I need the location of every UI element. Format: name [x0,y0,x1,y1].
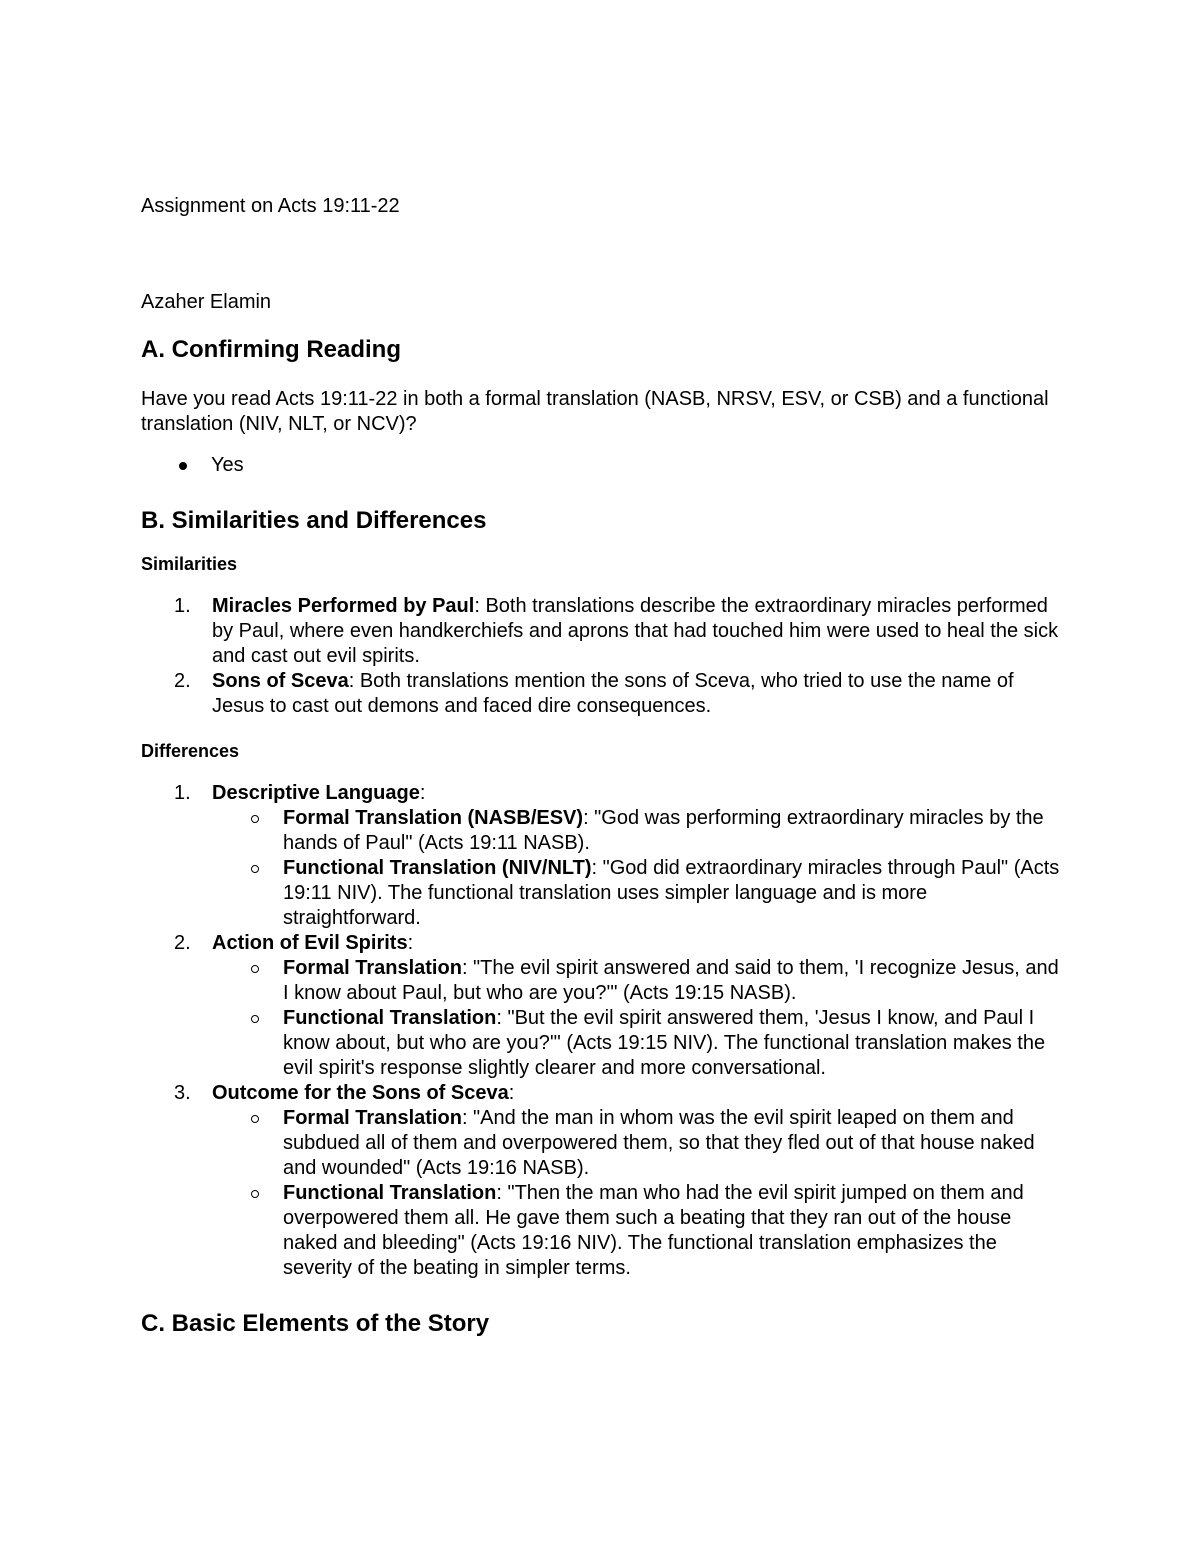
sub-list [212,806,1061,931]
sub-list [212,1106,1061,1281]
circle-bullet-icon [251,1015,259,1023]
similarities-heading: Similarities [141,554,238,574]
circle-bullet-icon [251,965,259,973]
sub-item-label: Functional Translation [283,1007,497,1029]
circle-bullet-icon [251,815,259,823]
item-label: Descriptive Language [212,782,420,804]
section-b-heading: B. Similarities and Differences [141,507,487,534]
sub-item-text: : "Then the man who had the evil spirit jumped on them and overpowered them all. He gave them such a beating that they ran out of the house naked and bleeding" (Acts 19:16 NIV). The functional translation emphasizes the severity of the beating in simpler terms. [283,1182,1024,1279]
sub-list-item [212,1106,1061,1181]
item-text: : Both translations describe the extraordinary miracles performed by Paul, where even handkerchiefs and aprons that had touched him were used to heal the sick and cast out evil spirits. [212,595,1059,667]
answer-list [141,453,1061,478]
item-label: Action of Evil Spirits [212,932,408,954]
list-item [141,1081,1061,1281]
sub-item-text: : "The evil spirit answered and said to them, 'I recognize Jesus, and I know about Paul, but who are you?'" (Acts 19:15 NASB). [283,957,1059,1004]
sub-list [212,956,1061,1081]
list-item [141,781,1061,931]
document-title: Assignment on Acts 19:11-22 [141,195,400,217]
differences-list [141,781,1061,1281]
list-number: 1. [174,595,191,617]
sub-list-item [212,1181,1061,1281]
list-item [141,669,1061,719]
section-a-heading: A. Confirming Reading [141,336,401,363]
item-suffix: : [508,1082,515,1104]
sub-list-item [212,956,1061,1006]
sub-item-text: : "But the evil spirit answered them, 'Jesus I know, and Paul I know about, but who are you?'" (Acts 19:15 NIV). The functional translation makes the evil spirit's response slightly clearer and more conversational. [283,1007,1046,1079]
sub-item-label: Formal Translation [283,957,462,979]
document-page [141,193,1061,1339]
circle-bullet-icon [251,865,259,873]
sub-list-item [212,856,1061,931]
circle-bullet-icon [251,1115,259,1123]
list-number: 2. [174,670,191,692]
sub-item-label: Formal Translation (NASB/ESV) [283,807,584,829]
list-number: 3. [174,1082,191,1104]
item-text: : Both translations mention the sons of Sceva, who tried to use the name of Jesus to cast out demons and faced dire consequences. [212,670,1014,717]
item-label: Miracles Performed by Paul [212,595,475,617]
author-name: Azaher Elamin [141,291,272,313]
item-suffix: : [407,932,414,954]
list-item [141,594,1061,669]
differences-heading: Differences [141,741,240,761]
item-label: Outcome for the Sons of Sceva [212,1082,509,1104]
sub-list-item [212,1006,1061,1081]
circle-bullet-icon [251,1190,259,1198]
sub-item-label: Formal Translation [283,1107,462,1129]
item-suffix: : [419,782,426,804]
sub-item-label: Functional Translation [283,1182,497,1204]
sub-item-text: : "And the man in whom was the evil spirit leaped on them and subdued all of them and overpowered them, so that they fled out of that house naked and wounded" (Acts 19:16 NASB). [283,1107,1035,1179]
section-a-question: Have you read Acts 19:11-22 in both a formal translation (NASB, NRSV, ESV, or CSB) and a functional translation (NIV, NLT, or NCV)? [141,388,1049,435]
item-label: Sons of Sceva [212,670,349,692]
list-item [141,453,1061,478]
list-number: 2. [174,932,191,954]
list-item [141,931,1061,1081]
sub-item-label: Functional Translation (NIV/NLT) [283,857,592,879]
sub-item-text: : "God did extraordinary miracles through Paul" (Acts 19:11 NIV). The functional translation uses simpler language and is more straightforward. [283,857,1060,929]
section-c-heading: C. Basic Elements of the Story [141,1310,490,1337]
sub-list-item [212,806,1061,856]
answer-text: Yes [211,454,244,476]
list-number: 1. [174,782,191,804]
similarities-list [141,594,1061,719]
bullet-dot-icon [179,462,187,470]
sub-item-text: : "God was performing extraordinary miracles by the hands of Paul" (Acts 19:11 NASB). [283,807,1044,854]
